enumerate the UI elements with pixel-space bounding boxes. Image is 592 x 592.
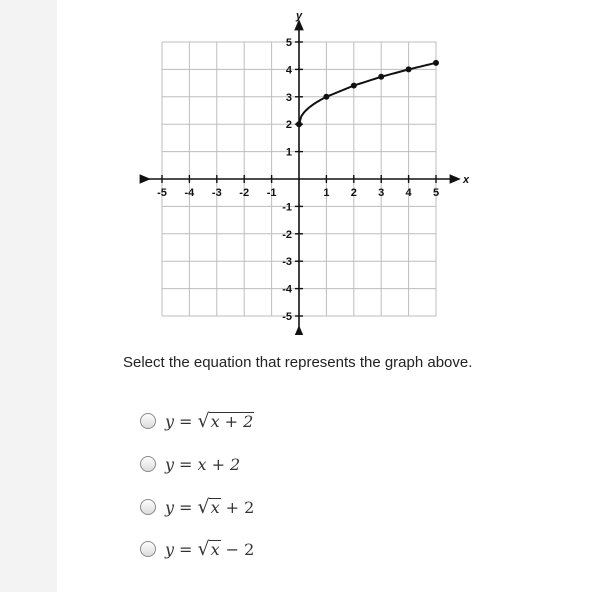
y-tick-label: -4 — [282, 283, 292, 296]
y-tick-label: 3 — [285, 91, 292, 104]
y-tick-label: -2 — [282, 228, 292, 241]
x-tick-label: 1 — [323, 187, 330, 199]
series-line — [299, 63, 436, 124]
x-tick-label: -5 — [157, 187, 167, 199]
coordinate-graph — [130, 5, 470, 335]
y-tick-label: 5 — [285, 37, 292, 49]
radio-button-4[interactable] — [140, 541, 156, 557]
eq2-rhs: x + 2 — [197, 454, 241, 474]
eq3-radicand: x — [210, 497, 220, 517]
eq3-suffix: + 2 — [225, 497, 255, 517]
eq1-sqrt — [197, 409, 254, 432]
x-tick-label: 5 — [432, 187, 440, 199]
radio-button-2[interactable] — [140, 456, 156, 472]
y-tick-label: 4 — [285, 64, 292, 77]
eq4-sqrt — [197, 537, 220, 560]
radical-sign-icon: √ — [197, 537, 210, 560]
option-4[interactable] — [140, 536, 259, 562]
x-tick-label: -4 — [184, 187, 195, 199]
eq1-radicand: x + 2 — [210, 411, 254, 431]
radio-button-1[interactable] — [140, 413, 156, 429]
option-2[interactable] — [140, 451, 240, 477]
radical-sign-icon: √ — [197, 409, 210, 432]
radical-sign-icon: √ — [197, 495, 210, 518]
x-tick-label: 3 — [378, 187, 385, 199]
data-point — [406, 66, 412, 72]
x-tick-label: -1 — [266, 187, 277, 199]
tick-labels — [157, 10, 470, 323]
eq3-equals: = — [179, 497, 193, 517]
eq4-radicand: x — [210, 539, 220, 559]
eq1-lhs: y — [165, 411, 175, 431]
x-tick-label: -2 — [239, 187, 250, 199]
option-1[interactable] — [140, 408, 254, 434]
option-3[interactable] — [140, 494, 259, 520]
eq4-equals: = — [179, 539, 193, 559]
equation-2 — [165, 455, 240, 474]
question-text: Select the equation that represents the graph above. — [123, 354, 473, 371]
y-tick-label: -3 — [282, 256, 292, 269]
series-points — [296, 60, 439, 127]
y-tick-label: 1 — [285, 146, 292, 159]
eq3-sqrt — [197, 495, 220, 518]
data-point — [323, 94, 329, 100]
eq2-equals: = — [179, 454, 193, 474]
equation-4 — [165, 537, 259, 560]
radio-button-3[interactable] — [140, 499, 156, 515]
data-point — [351, 83, 357, 89]
left-margin-strip — [0, 0, 57, 592]
x-tick-label: -3 — [211, 187, 222, 199]
eq2-lhs: y — [165, 454, 175, 474]
x-tick-label: 4 — [405, 187, 412, 199]
eq4-suffix: − 2 — [225, 539, 255, 559]
data-point — [378, 74, 384, 80]
eq1-equals: = — [179, 411, 193, 431]
equation-1 — [165, 409, 254, 432]
y-tick-label: -5 — [282, 311, 292, 323]
x-axis-label: x — [463, 174, 470, 186]
eq3-lhs: y — [165, 497, 175, 517]
series-curve — [299, 63, 436, 124]
y-tick-label: 2 — [285, 119, 292, 132]
y-axis-label: y — [296, 10, 303, 22]
data-point — [433, 60, 439, 66]
eq4-lhs: y — [165, 539, 175, 559]
data-point — [296, 121, 302, 127]
x-tick-label: 2 — [350, 187, 357, 199]
y-tick-label: -1 — [282, 201, 292, 214]
equation-3 — [165, 495, 259, 518]
